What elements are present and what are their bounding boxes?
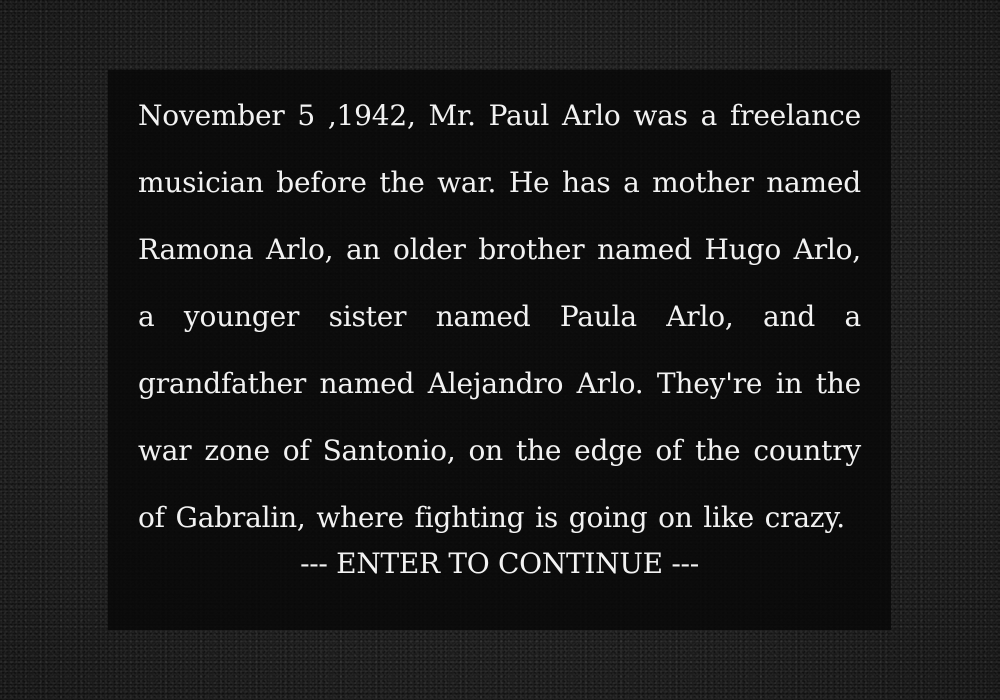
continue-prompt[interactable]: --- ENTER TO CONTINUE ---: [300, 547, 699, 580]
dialogue-panel: [108, 70, 891, 630]
story-paragraph: November 5 ,1942, Mr. Paul Arlo was a freelance musician before the war. He has a mother named Ramona Arlo, an older brother named Hugo Arlo, a younger sister named Paula Arlo, and a grandfather named Alejandro Arlo. They're in the war zone of Santonio, on the edge of the country of Gabralin, where fighting is going on like crazy.: [138, 99, 861, 534]
